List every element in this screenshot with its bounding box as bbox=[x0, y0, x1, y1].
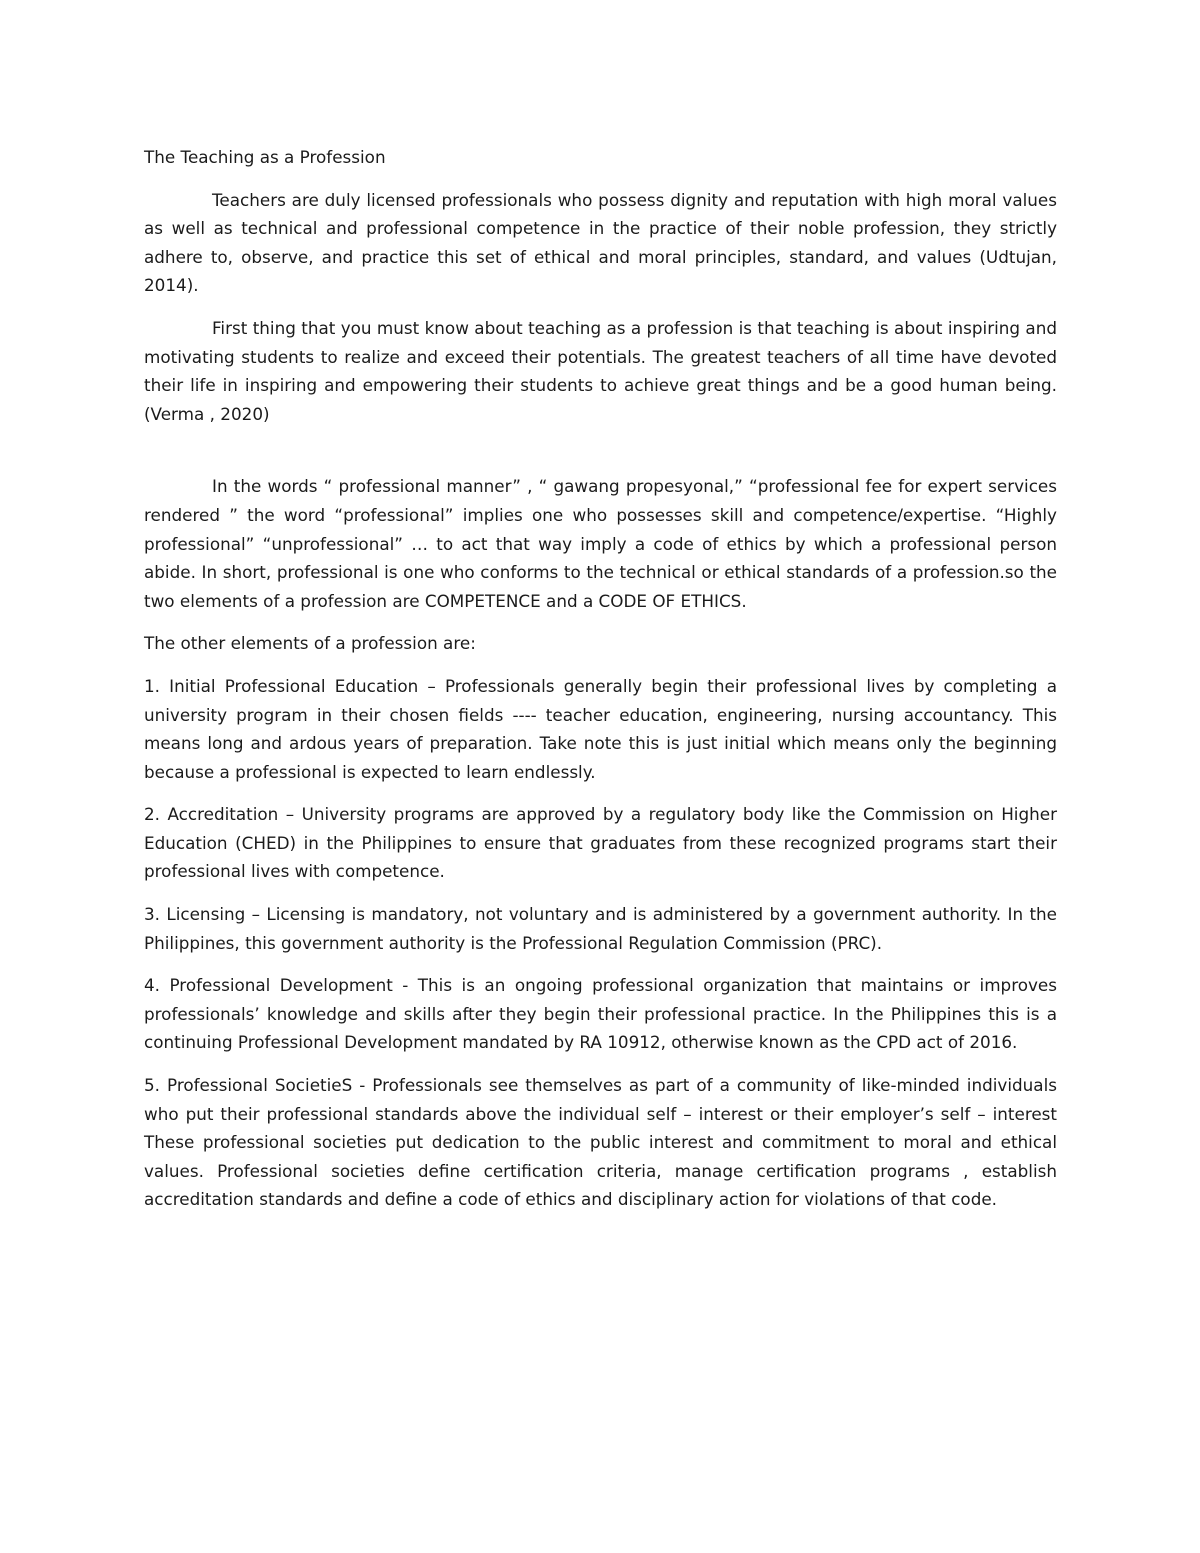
list-item-accreditation: 2. Accreditation – University programs are approved by a regulatory body like the Commission on Higher Education (CHED) in the Philippines to ensure that graduates from these recognized programs start their professional lives with competence. bbox=[144, 804, 1057, 882]
document-title: The Teaching as a Profession bbox=[144, 147, 386, 167]
list-item-professional-development: 4. Professional Development - This is an ongoing professional organization that maintains or improves professionals’ knowledge and skills after they begin their professional practice. In the Philippines this is a continuing Professional Development mandated by RA 10912, otherwise known as the CPD act of 2016. bbox=[144, 975, 1057, 1053]
document-page bbox=[144, 143, 1057, 1228]
paragraph-inspiring-students: First thing that you must know about teaching as a profession is that teaching is about inspiring and motivating students to realize and exceed their potentials. The greatest teachers of all time have devoted their life in inspiring and empowering their students to achieve great things and be a good human being. (Verma , 2020) bbox=[144, 317, 1057, 424]
list-intro: The other elements of a profession are: bbox=[144, 633, 476, 654]
paragraph-teachers-definition: Teachers are duly licensed professionals who possess dignity and reputation with high moral values as well as technical and professional competence in the practice of their noble profession, they strictly adhere to, observe, and practice this set of ethical and moral principles, standard, and values (Udtujan, 2014). bbox=[144, 189, 1057, 296]
list-item-licensing: 3. Licensing – Licensing is mandatory, not voluntary and is administered by a government authority. In the Philippines, this government authority is the Professional Regulation Commission (PRC). bbox=[144, 904, 1057, 953]
paragraph-professional-meaning: In the words “ professional manner” , “ gawang propesyonal,” “professional fee for expert services rendered ” the word “professional” implies one who possesses skill and competence/expertise. “Highly professional” “unprofessional” … to act that way imply a code of ethics by which a professional person abide. In short, professional is one who conforms to the technical or ethical standards of a profession.so the two elements of a profession are COMPETENCE and a CODE OF ETHICS. bbox=[144, 476, 1057, 611]
list-item-initial-education: 1. Initial Professional Education – Professionals generally begin their professional lives by completing a university program in their chosen fields ---- teacher education, engineering, nursing accountancy. This means long and ardous years of preparation. Take note this is just initial which means only the beginning because a professional is expected to learn endlessly. bbox=[144, 675, 1057, 782]
list-item-professional-societies: 5. Professional SocietieS - Professionals see themselves as part of a community of like-minded individuals who put their professional standards above the individual self – interest or their employer’s self – interest These professional societies put dedication to the public interest and commitment to moral and ethical values. Professional societies define certification criteria, manage certification programs , establish accreditation standards and define a code of ethics and disciplinary action for violations of that code. bbox=[144, 1075, 1057, 1210]
